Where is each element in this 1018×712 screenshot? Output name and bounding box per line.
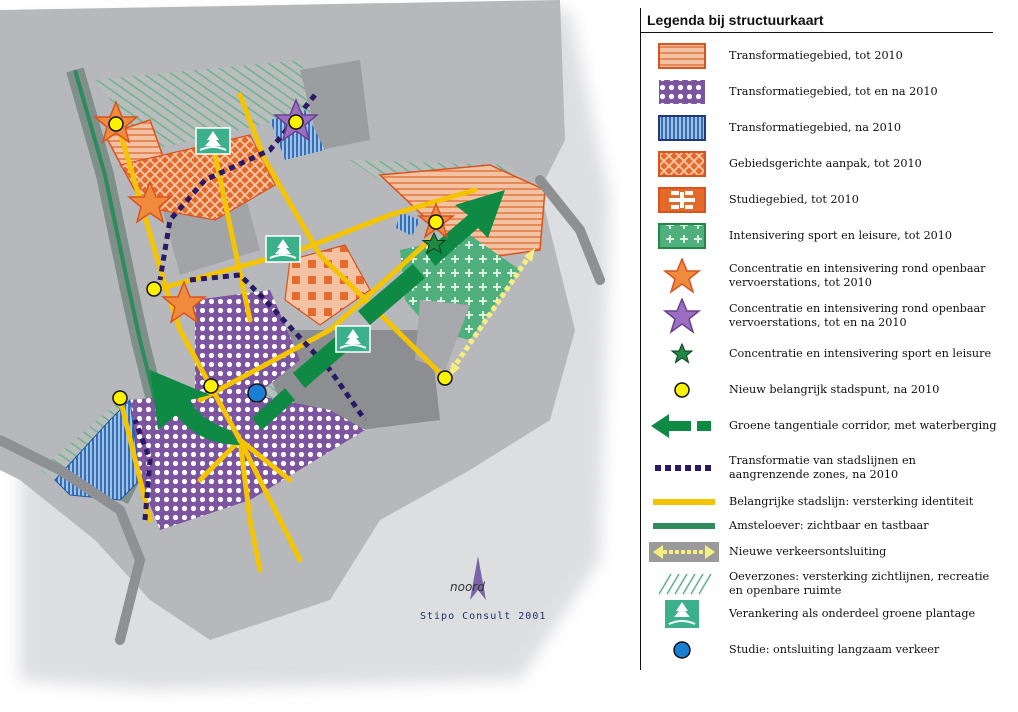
legend-row-15 bbox=[641, 534, 1001, 570]
legend-row-7 bbox=[641, 258, 1001, 294]
legend-label-17: Verankering als onderdeel groene plantage bbox=[729, 607, 976, 620]
city-point-6 bbox=[289, 115, 303, 129]
map-credit: Stipo Consult 2001 bbox=[420, 611, 547, 622]
legend-row-2 bbox=[641, 74, 1001, 110]
green-plus-swatch bbox=[649, 218, 719, 254]
orange-cross-swatch bbox=[649, 182, 719, 218]
legend-row-3 bbox=[641, 110, 1001, 146]
legend-row-5 bbox=[641, 182, 1001, 218]
yellow-double-arrow-icon bbox=[649, 534, 719, 570]
legend-label-18: Studie: ontsluiting langzaam verkeer bbox=[729, 643, 940, 656]
green-arrow-icon bbox=[649, 408, 719, 444]
legend-row-1 bbox=[641, 38, 1001, 74]
orange-star-icon bbox=[649, 258, 719, 294]
orange-crosshatch-swatch bbox=[649, 146, 719, 182]
tree-plantage-icon-3 bbox=[336, 326, 370, 352]
legend-divider bbox=[641, 32, 993, 33]
legend-label-6: Intensivering sport en leisure, tot 2010 bbox=[729, 229, 953, 242]
legend-label-1: Transformatiegebied, tot 2010 bbox=[729, 49, 903, 62]
legend-row-4 bbox=[641, 146, 1001, 182]
legend-row-12 bbox=[641, 450, 1001, 486]
legend-label-2: Transformatiegebied, tot en na 2010 bbox=[729, 85, 938, 98]
blue-stripes-swatch bbox=[649, 110, 719, 146]
yellow-circle-icon bbox=[649, 372, 719, 408]
tree-plantage-icon bbox=[649, 596, 719, 632]
orange-hatch-swatch bbox=[649, 38, 719, 74]
legend-label-15: Nieuwe verkeersontsluiting bbox=[729, 545, 887, 558]
legend-label-9: Concentratie en intensivering sport en leisure bbox=[729, 347, 992, 360]
legend-label-16: Oeverzones: versterking zichtlijnen, recreatie en openbare ruimte bbox=[729, 570, 990, 597]
city-point-3 bbox=[204, 379, 218, 393]
legend-row-9 bbox=[641, 336, 1001, 372]
legend-row-11 bbox=[641, 408, 1001, 444]
tree-plantage-icon-1 bbox=[196, 128, 230, 154]
green-star-icon bbox=[649, 336, 719, 372]
legend-row-6 bbox=[641, 218, 1001, 254]
legend-title: Legenda bij structuurkaart bbox=[647, 12, 824, 28]
legend-label-3: Transformatiegebied, na 2010 bbox=[729, 121, 901, 134]
city-point-5 bbox=[438, 371, 452, 385]
legend-label-8: Concentratie en intensivering rond openbaar vervoerstations, tot en na 2010 bbox=[729, 302, 986, 329]
city-point-1 bbox=[109, 117, 123, 131]
purple-star-icon bbox=[649, 298, 719, 334]
legend-label-12: Transformatie van stadslijnen en aangrenzende zones, na 2010 bbox=[729, 454, 916, 481]
blue-circle-icon bbox=[649, 632, 719, 668]
legend-row-8 bbox=[641, 298, 1001, 334]
legend-label-5: Studiegebied, tot 2010 bbox=[729, 193, 859, 206]
purple-dots-swatch bbox=[649, 74, 719, 110]
legend-label-4: Gebiedsgerichte aanpak, tot 2010 bbox=[729, 157, 922, 170]
study-slow-traffic-point bbox=[248, 384, 266, 402]
legend-row-18 bbox=[641, 632, 1001, 668]
legend-label-14: Amsteloever: zichtbaar en tastbaar bbox=[729, 519, 929, 532]
legend-label-7: Concentratie en intensivering rond openbaar vervoerstations, tot 2010 bbox=[729, 262, 986, 289]
legend-label-10: Nieuw belangrijk stadspunt, na 2010 bbox=[729, 383, 940, 396]
legend-label-13: Belangrijke stadslijn: versterking identiteit bbox=[729, 495, 974, 508]
city-point-2 bbox=[147, 282, 161, 296]
legend-label-11: Groene tangentiale corridor, met waterberging bbox=[729, 419, 997, 432]
city-point-7 bbox=[429, 215, 443, 229]
city-point-4 bbox=[113, 391, 127, 405]
legend-row-10 bbox=[641, 372, 1001, 408]
legend bbox=[640, 8, 1001, 670]
dashed-purple-line-icon bbox=[649, 450, 719, 486]
north-label: noord bbox=[450, 580, 485, 594]
tree-plantage-icon-2 bbox=[266, 236, 300, 262]
legend-row-17 bbox=[641, 596, 1001, 632]
